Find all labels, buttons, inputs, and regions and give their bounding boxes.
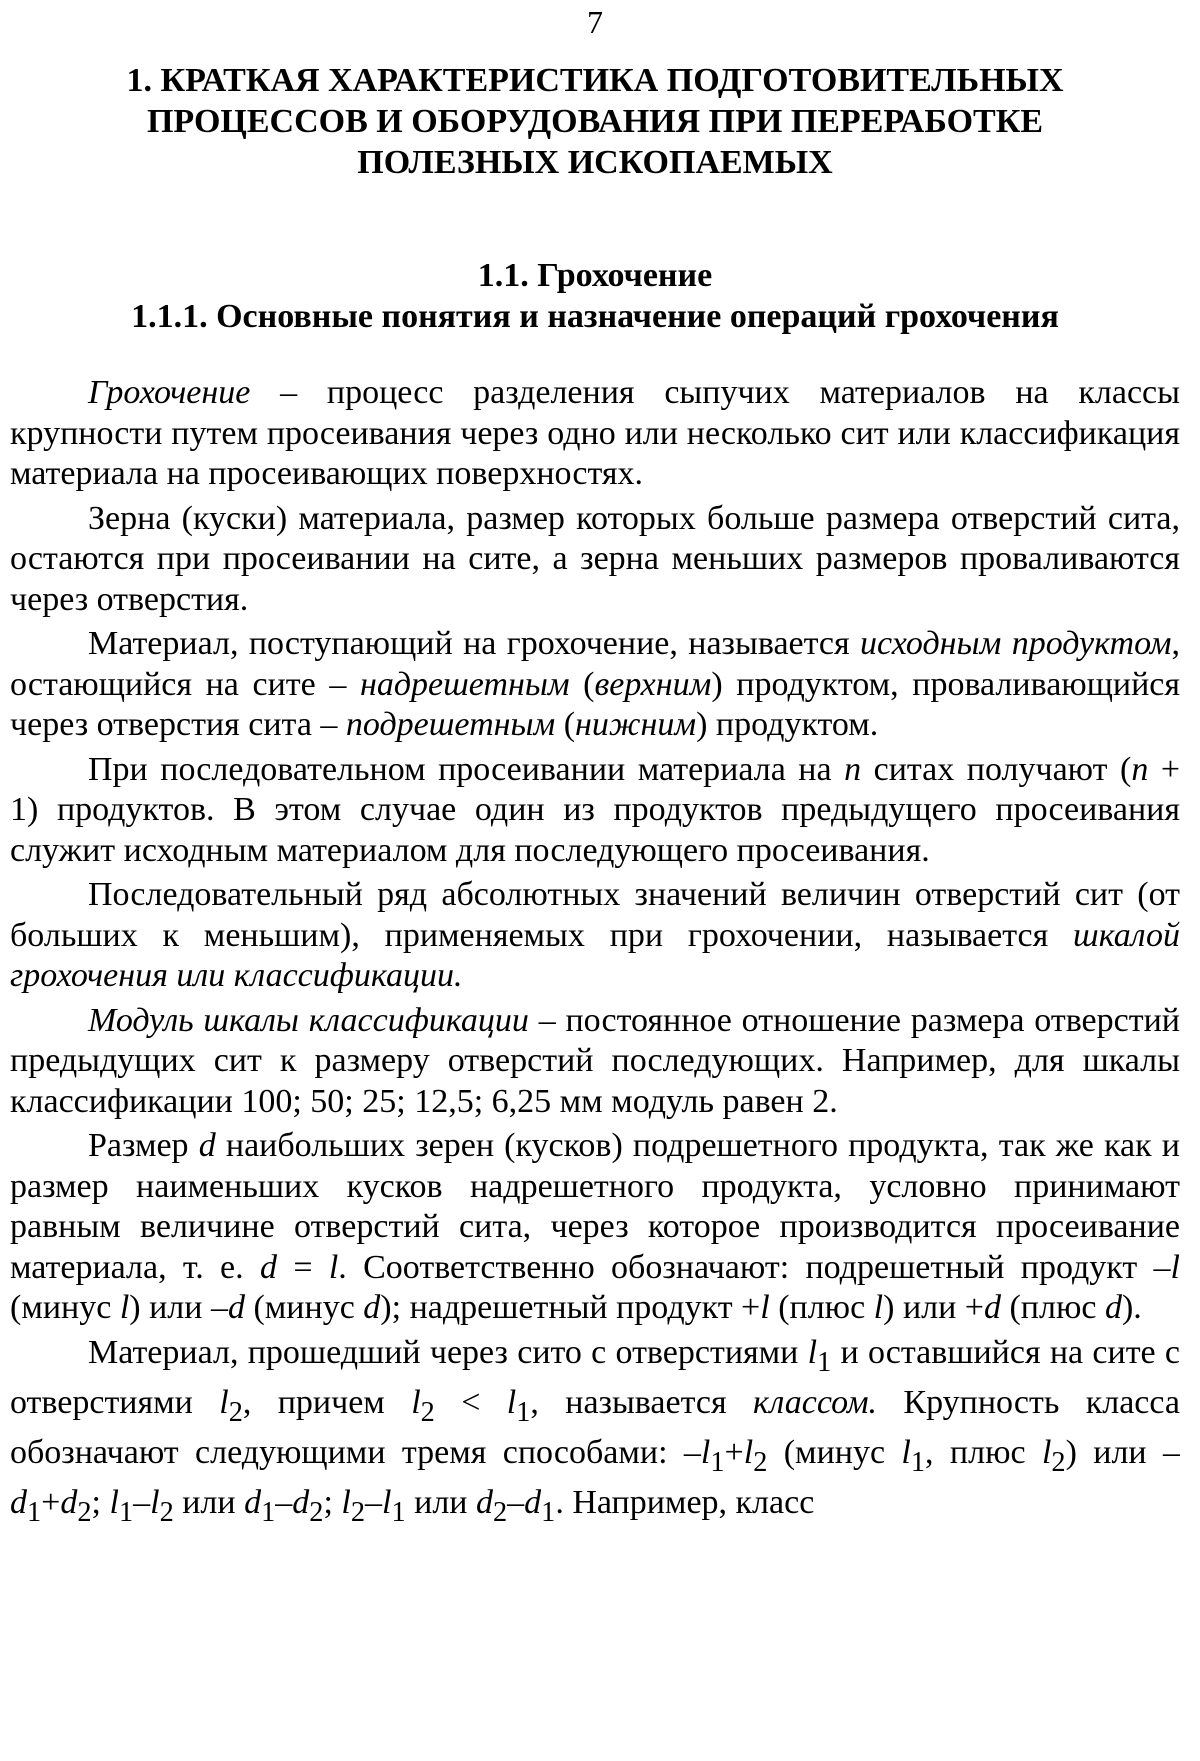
text-run: и оставшийся на сите с отверстиями (10, 1333, 1180, 1421)
text-run: , причем (242, 1383, 412, 1421)
italic-text: верхним (594, 665, 712, 703)
text-run: ) или – (129, 1289, 228, 1326)
italic-text: d (476, 1484, 493, 1522)
italic-text: d (1104, 1289, 1122, 1326)
text-run: – (275, 1484, 293, 1522)
chapter-title-line: ПРОЦЕССОВ И ОБОРУДОВАНИЯ ПРИ ПЕРЕРАБОТКЕ (146, 103, 1044, 140)
italic-text: d (60, 1484, 78, 1522)
text-run: – (133, 1484, 151, 1522)
text-run: = (276, 1248, 329, 1286)
text-run: ситах получают ( (861, 750, 1132, 788)
subscript: 2 (159, 1497, 174, 1529)
subscript: 2 (420, 1396, 435, 1428)
subscript: 1 (516, 1396, 531, 1428)
subscript: 1 (391, 1497, 406, 1529)
text-run: ; (91, 1484, 110, 1522)
paragraph (10, 373, 1180, 495)
italic-text: d (259, 1248, 277, 1286)
subscript: 1 (27, 1497, 42, 1529)
subscript: 1 (710, 1446, 725, 1478)
text-run: (минус (10, 1289, 120, 1326)
subscript: 1 (261, 1497, 276, 1529)
subsection-title: 1.1.1. Основные понятия и назначение операций грохочения (131, 298, 1059, 335)
text-run: ; (323, 1484, 342, 1522)
text-run: ) продуктом. (696, 706, 879, 743)
text-run: + (41, 1484, 61, 1522)
italic-text: n (1131, 750, 1149, 788)
italic-text: l (1170, 1248, 1180, 1286)
text-run: . Например, класс (555, 1484, 815, 1522)
subscript: 2 (493, 1497, 508, 1529)
italic-text: l (1041, 1434, 1052, 1472)
italic-text: l (807, 1333, 818, 1371)
italic-text: подрешетным (345, 706, 556, 743)
italic-text: исходным продуктом (860, 625, 1172, 662)
italic-text: нижним (575, 706, 697, 743)
italic-text: l (760, 1289, 770, 1326)
text-run: ); надрешетный продукт + (380, 1289, 761, 1326)
subscript: 1 (910, 1446, 926, 1478)
text-run: < (434, 1383, 507, 1421)
subscript: 2 (309, 1497, 324, 1529)
section-title: 1.1. Грохочение (477, 257, 713, 294)
text-run: ) или + (883, 1289, 984, 1326)
text-run: – постоянное отношение размера отверстий предыдущих сит к размеру отверстий последующих. Например, для шкалы классификации 100; 50; 25; 12,5; 6,25 мм модуль равен 2. (10, 1001, 1180, 1120)
italic-text: l (219, 1383, 229, 1421)
text-run: (минус (767, 1434, 902, 1472)
text-run: или (405, 1484, 476, 1522)
italic-text: Грохочение (88, 374, 251, 411)
text-run: (плюс (769, 1289, 874, 1326)
italic-text: l (341, 1484, 351, 1522)
italic-text: l (700, 1434, 711, 1472)
text-run: Последовательный ряд абсолютных значений величин отверстий сит (от больших к меньшим), применяемых при грохочении, называется (10, 876, 1180, 954)
subscript: 1 (541, 1497, 556, 1529)
italic-text: l (901, 1434, 911, 1472)
text-run: ( (569, 665, 595, 703)
paragraph (10, 750, 1180, 872)
paragraph (10, 875, 1180, 997)
paragraph (10, 1126, 1180, 1329)
text-run: ( (555, 706, 576, 743)
italic-text: классом. (752, 1383, 878, 1421)
italic-text: d (244, 1484, 262, 1522)
text-run: ) продуктом, проваливающийся через отверстия сита – (10, 665, 1180, 743)
italic-text: надрешетным (359, 665, 570, 703)
italic-text: l (411, 1383, 421, 1421)
italic-text: l (382, 1484, 392, 1522)
page-number: 7 (587, 4, 603, 40)
document-page (10, 0, 1180, 1761)
italic-text: l (150, 1484, 160, 1522)
text-run: Зерна (куски) материала, размер которых больше размера отверстий сита, остаются при просеивании на сите, а зерна меньших размеров проваливаются через отверстия. (10, 499, 1180, 618)
chapter-title-line: ПОЛЕЗНЫХ ИСКОПАЕМЫХ (357, 144, 833, 181)
italic-text: l (506, 1383, 517, 1421)
text-run: , плюс (925, 1434, 1042, 1472)
text-run: + 1) продуктов. В этом случае один из продуктов предыдущего просеивания служит исходным материалом для последующего просеивания. (10, 750, 1180, 869)
subscript: 2 (753, 1446, 768, 1478)
text-run: – процесс разделения сыпучих материалов на классы крупности путем просеивания через одно или несколько сит или классификация материала на просеивающих поверхностях. (10, 374, 1180, 492)
text-run: Размер (88, 1127, 199, 1164)
text-run: ). (1121, 1289, 1142, 1326)
text-run: ) или – (1065, 1434, 1180, 1472)
italic-text: d (10, 1484, 27, 1522)
text-run: (минус (244, 1289, 364, 1326)
subscript: 2 (350, 1497, 366, 1529)
text-run: наибольших зерен (кусков) подрешетного продукта, так же как и размер наименьших кусков надрешетного продукта, условно принимают равным величине отверстий сита, через которое производится просеивание материала, т. е. (10, 1127, 1180, 1286)
subscript: 1 (817, 1346, 832, 1378)
italic-text: l (119, 1289, 130, 1326)
italic-text: d (983, 1289, 1001, 1326)
text-run: Крупность класса обозначают следующими тремя способами: – (10, 1383, 1180, 1472)
italic-text: n (844, 750, 862, 788)
italic-text: d (363, 1289, 381, 1326)
text-run: , остающийся на сите – (10, 625, 1180, 703)
subscript: 2 (228, 1396, 243, 1428)
chapter-title (10, 60, 1180, 183)
italic-text: l (109, 1484, 119, 1522)
italic-text: Модуль шкалы классификации (88, 1001, 529, 1039)
subscript: 1 (118, 1497, 134, 1529)
text-run: . Соответственно обозначают: подрешетный продукт – (338, 1248, 1171, 1286)
italic-text: d (292, 1484, 310, 1522)
body-text (10, 373, 1180, 1534)
text-run: + (724, 1434, 744, 1472)
italic-text: l (873, 1289, 884, 1326)
paragraph (10, 499, 1180, 621)
chapter-title-line: 1. КРАТКАЯ ХАРАКТЕРИСТИКА ПОДГОТОВИТЕЛЬНЫХ (126, 62, 1064, 99)
subscript: 2 (77, 1497, 92, 1529)
paragraph (10, 1333, 1180, 1534)
italic-text: шкалой грохочения или классификации. (10, 916, 1180, 994)
text-run: Материал, прошедший через сито с отверстиями (88, 1333, 808, 1371)
text-run: – (507, 1484, 525, 1522)
text-run: При последовательном просеивании материала на (88, 750, 845, 788)
text-run: Материал, поступающий на грохочение, называется (88, 625, 861, 662)
text-run: – (365, 1484, 383, 1522)
text-run: , называется (530, 1383, 753, 1421)
italic-text: l (328, 1248, 339, 1286)
paragraph (10, 1001, 1180, 1123)
text-run: или (173, 1484, 245, 1522)
subscript: 2 (1051, 1446, 1066, 1478)
italic-text: d (198, 1127, 216, 1164)
paragraph (10, 624, 1180, 746)
text-run: (плюс (1000, 1289, 1105, 1326)
italic-text: l (743, 1434, 754, 1472)
italic-text: d (524, 1484, 542, 1522)
italic-text: d (227, 1289, 245, 1326)
